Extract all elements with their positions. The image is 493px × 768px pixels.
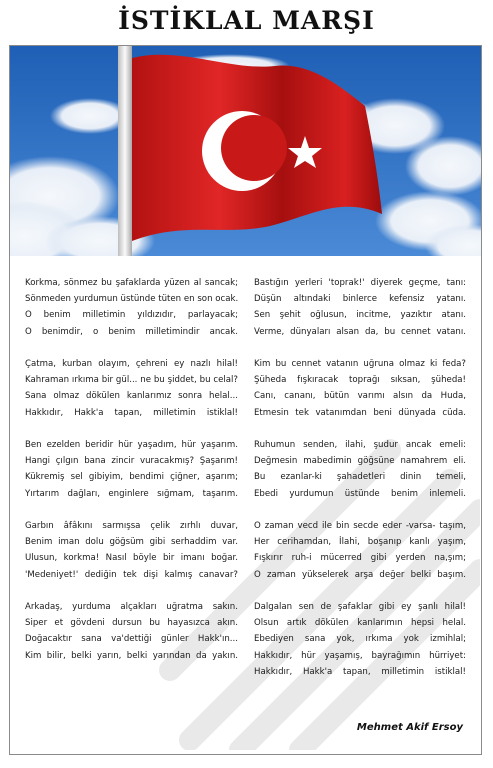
poem-line: Düşün altındaki binlerce kefensiz yatanı.	[254, 294, 466, 305]
poem-line: O zaman yükselerek arşa değer belki başım.	[254, 569, 466, 580]
poem-line: Sana olmaz dökülen kanlarımız sonra helal...	[25, 391, 238, 402]
poem-line: Ebediyen sana yok, ırkıma yok izmihlal;	[254, 634, 466, 645]
flag-banner	[10, 46, 481, 256]
poem-line: Ben ezelden beridir hür yaşadım, hür yaşarım.	[25, 440, 238, 450]
flag-pole	[118, 46, 132, 256]
poem-line: Kim bu cennet vatanın uğruna olmaz ki feda?	[254, 359, 466, 369]
page-title: İSTİKLAL MARŞI	[118, 6, 375, 35]
author-signature: Mehmet Akif Ersoy	[356, 722, 463, 733]
poem-line: Garbın âfâkını sarmışsa çelik zırhlı duvar,	[25, 521, 238, 531]
poem-line: Olsun artık dökülen kanlarımın hepsi helal.	[254, 618, 466, 629]
poem-line: Kahraman ırkıma bir gül... ne bu şiddet, bu celal?	[25, 375, 238, 386]
poem-line: Siper et gövdeni dursun bu hayasızca akın.	[25, 618, 238, 629]
poem-line: Hakkıdır, Hakk'a tapan, milletimin istiklal!	[254, 666, 466, 677]
poem-line: Şüheda fışkıracak toprağı sıksan, şüheda!	[254, 375, 466, 386]
poem-line: Benim iman dolu göğsüm gibi serhaddim var.	[25, 537, 238, 548]
poem-line: 'Medeniyet!' dediğin tek dişi kalmış canavar?	[25, 569, 238, 580]
poem-stanza	[25, 437, 238, 502]
poem-line: Etmesin tek vatanımdan beni dünyada cüda.	[254, 407, 466, 418]
poem-line: Hangi çılgın bana zincir vuracakmış? Şaşarım!	[25, 456, 238, 467]
poem-stanza	[254, 356, 466, 421]
poem-stanza	[254, 275, 466, 340]
poem-line: Doğacaktır sana va'dettiği günler Hakk'ın...	[25, 634, 238, 645]
poem-line: O benimdir, o benim milletimindir ancak.	[25, 326, 238, 337]
poem-line: Değmesin mabedimin göğsüne namahrem eli.	[254, 456, 466, 467]
poem-line: Korkma, sönmez bu şafaklarda yüzen al sancak;	[25, 278, 238, 288]
poem-column-right	[254, 275, 466, 696]
poem-line: O zaman vecd ile bin secde eder -varsa- taşım,	[254, 521, 466, 531]
poem-line: Dalgalan sen de şafaklar gibi ey şanlı hilal!	[254, 602, 466, 612]
poem-stanza	[25, 599, 238, 664]
poem-line: Bu ezanlar-ki şahadetleri dinin temeli,	[254, 472, 466, 483]
poem-line: Ulusun, korkma! Nasıl böyle bir imanı boğar.	[25, 553, 238, 564]
poem-line: Hakkıdır, hür yaşamış, bayrağımın hürriyet:	[254, 650, 466, 661]
turkish-flag-image	[10, 46, 481, 256]
poem-line: Sönmeden yurdumun üstünde tüten en son ocak.	[25, 294, 238, 305]
poem-line: O benim milletimin yıldızıdır, parlayacak;	[25, 310, 238, 321]
poem-line: Kükremiş sel gibiyim, bendimi çiğner, aşarım;	[25, 472, 238, 483]
poem-line: Kim bilir, belki yarın, belki yarından da yakın.	[25, 650, 238, 661]
poem-stanza	[25, 518, 238, 583]
poem-line: Fışkırır ruh-i mücerred gibi yerden na,şım;	[254, 553, 466, 564]
poem-line: Bastığın yerleri 'toprak!' diyerek geçme, tanı:	[254, 278, 466, 288]
poem-line: Arkadaş, yurduma alçakları uğratma sakın.	[25, 602, 238, 612]
poem-line: Canı, cananı, bütün varımı alsın da Huda,	[254, 391, 466, 402]
poem-stanza	[254, 599, 466, 680]
poem-stanza	[254, 437, 466, 502]
poem-line: Ebedi yurdumun üstünde benim inlemeli.	[254, 488, 466, 499]
poem-line: Hakkıdır, Hakk'a tapan, milletimin istiklal!	[25, 407, 238, 418]
poem-line: Çatma, kurban olayım, çehreni ey nazlı hilal!	[25, 359, 238, 369]
poem-line: Ruhumun senden, ilahi, şudur ancak emeli:	[254, 440, 466, 450]
poem-line: Yırtarım dağları, enginlere sığmam, taşarım.	[25, 488, 238, 499]
poem-line: Sen şehit oğlusun, incitme, yazıktır atanı.	[254, 310, 466, 321]
poem-line: Her cerihamdan, İlahi, boşanıp kanlı yaşım,	[254, 537, 466, 548]
poem-stanza	[25, 356, 238, 421]
poem-line: Verme, dünyaları alsan da, bu cennet vatanı.	[254, 326, 466, 337]
poem-stanza	[25, 275, 238, 340]
poem-stanza	[254, 518, 466, 583]
poem-column-left	[25, 275, 238, 680]
